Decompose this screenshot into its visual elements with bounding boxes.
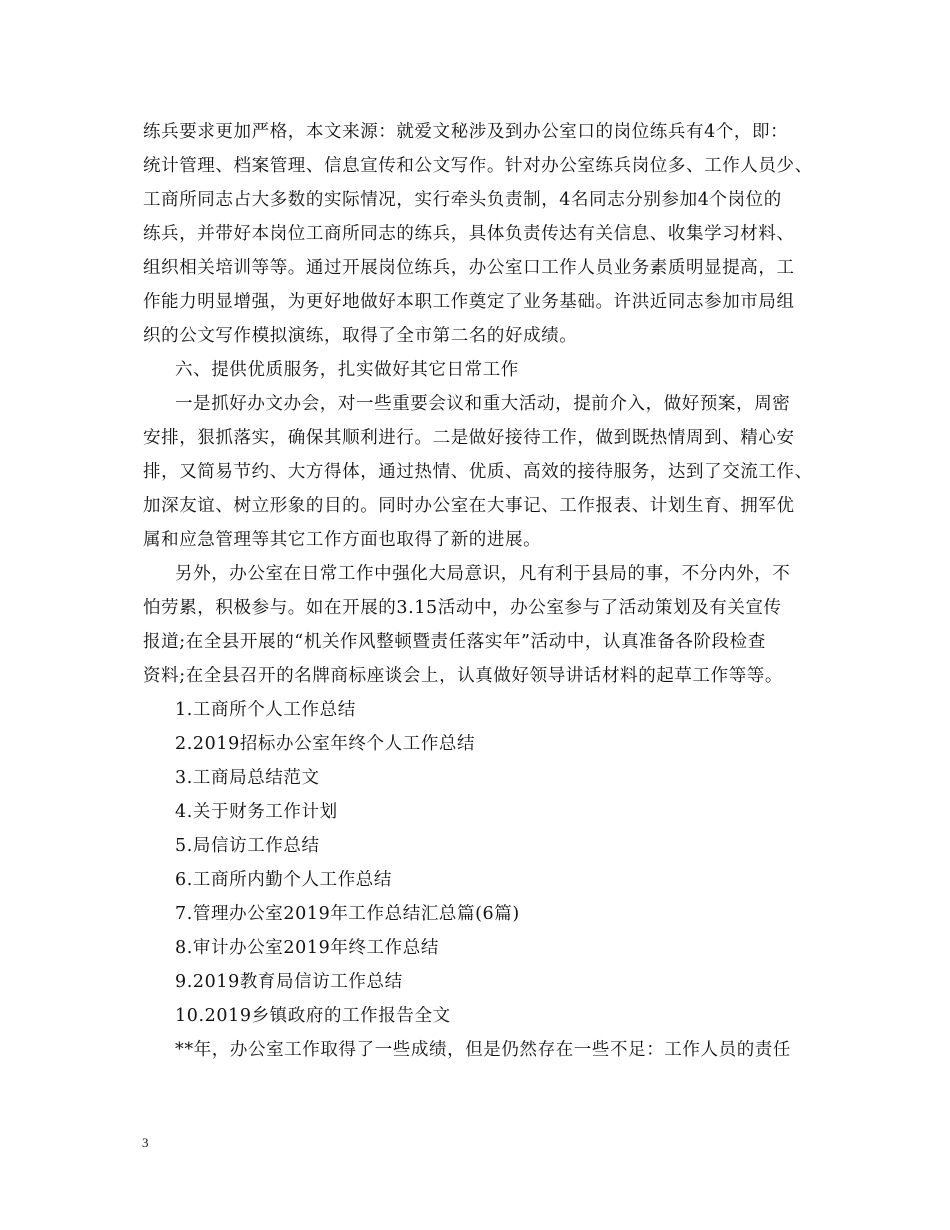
related-list-item: 3.工商局总结范文: [175, 768, 320, 788]
related-list-item: 6.工商所内勤个人工作总结: [175, 870, 392, 890]
body-text-line: 资料;在全县召开的名牌商标座谈会上，认真做好领导讲话材料的起草工作等等。: [143, 666, 783, 686]
body-text-line: 怕劳累，积极参与。如在开展的3.15活动中，办公室参与了活动策划及有关宣传: [143, 598, 782, 618]
related-list-item: 7.管理办公室2019年工作总结汇总篇(6篇): [175, 904, 520, 924]
body-text-line: 排，又简易节约、大方得体，通过热情、优质、高效的接待服务，达到了交流工作、: [143, 462, 813, 482]
related-list-item: 5.局信访工作总结: [175, 836, 320, 856]
body-text-line: 作能力明显增强，为更好地做好本职工作奠定了业务基础。许洪近同志参加市局组: [143, 292, 795, 312]
body-text-line: 练兵，并带好本岗位工商所同志的练兵，具体负责传达有关信息、收集学习材料、: [143, 224, 795, 244]
related-list-item: 10.2019乡镇政府的工作报告全文: [175, 1006, 451, 1026]
body-text-line: 属和应急管理等其它工作方面也取得了新的进展。: [143, 530, 542, 550]
section-heading: 六、提供优质服务，扎实做好其它日常工作: [175, 360, 519, 380]
page-number: 3: [142, 1135, 149, 1150]
body-text-line: **年，办公室工作取得了一些成绩，但是仍然存在一些不足：工作人员的责任: [175, 1040, 791, 1060]
body-text-line: 一是抓好办文办会，对一些重要会议和重大活动，提前介入，做好预案，周密: [175, 394, 791, 414]
related-list-item: 9.2019教育局信访工作总结: [175, 972, 403, 992]
body-text-line: 另外，办公室在日常工作中强化大局意识，凡有利于县局的事，不分内外，不: [175, 564, 791, 584]
body-text-line: 工商所同志占大多数的实际情况，实行牵头负责制，4名同志分别参加4个岗位的: [143, 190, 782, 210]
body-text-line: 加深友谊、树立形象的目的。同时办公室在大事记、工作报表、计划生育、拥军优: [143, 496, 795, 516]
body-text-line: 练兵要求更加严格，本文来源：就爱文秘涉及到办公室口的岗位练兵有4个，即：: [143, 122, 789, 142]
related-list-item: 4.关于财务工作计划: [175, 802, 338, 822]
body-text-line: 报道;在全县开展的“机关作风整顿暨责任落实年”活动中，认真准备各阶段检查: [143, 632, 766, 652]
body-text-line: 统计管理、档案管理、信息宣传和公文写作。针对办公室练兵岗位多、工作人员少、: [143, 156, 813, 176]
body-text-line: 组织相关培训等等。通过开展岗位练兵，办公室口工作人员业务素质明显提高，工: [143, 258, 795, 278]
related-list-item: 1.工商所个人工作总结: [175, 700, 356, 720]
body-text-line: 织的公文写作模拟演练，取得了全市第二名的好成绩。: [143, 326, 578, 346]
related-list-item: 2.2019招标办公室年终个人工作总结: [175, 734, 476, 754]
body-text-line: 安排，狠抓落实，确保其顺利进行。二是做好接待工作，做到既热情周到、精心安: [143, 428, 795, 448]
related-list-item: 8.审计办公室2019年终工作总结: [175, 938, 439, 958]
